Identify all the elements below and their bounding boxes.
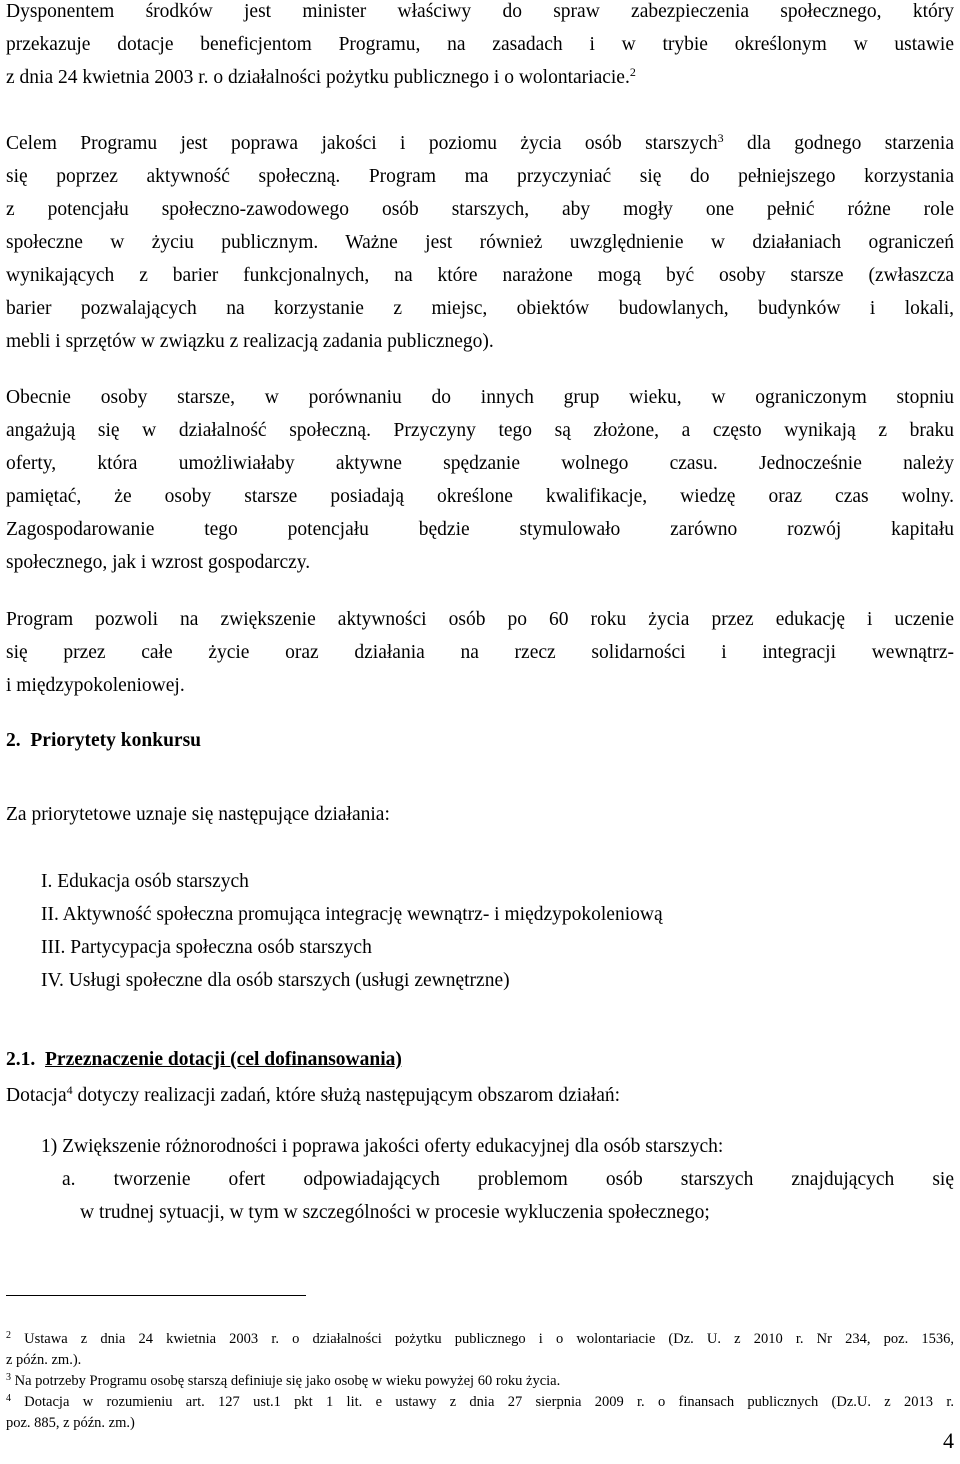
text-span: dla godnego starzenia [723, 133, 954, 154]
footnote-number: 2 [6, 1330, 11, 1341]
text-line: społecznego, jak i wzrost gospodarczy. [6, 552, 311, 573]
page-number: 4 [943, 1428, 954, 1453]
section-2-1-intro [6, 1079, 954, 1112]
footnote-4-cont: poz. 885, z późn. zm.) [6, 1415, 135, 1431]
footnote-2 [6, 1329, 954, 1350]
footnote-ref: 3 [717, 131, 724, 145]
text-line: angażują się w działalność społeczną. Przyczyny tego są złożone, a często wynikają z braku [6, 420, 954, 441]
text-line: Dysponentem środków jest minister właściwy do spraw zabezpieczenia społecznego, który [6, 1, 954, 22]
footnotes [6, 1329, 954, 1434]
text-line: w trudnej sytuacji, w tym w szczególności w procesie wykluczenia społecznego; [80, 1202, 710, 1223]
paragraph-program-pozwoli [6, 603, 954, 702]
section-title: Przeznaczenie dotacji (cel dofinansowania) [45, 1049, 402, 1070]
footnote-text: Na potrzeby Programu osobę starszą definiuje się jako osobę w wieku powyżej 60 roku życia. [11, 1373, 561, 1389]
section-2-heading [6, 724, 954, 757]
section-2-1-heading [6, 1043, 954, 1076]
text-line: i międzypokoleniowej. [6, 675, 185, 696]
list-item: II. Aktywność społeczna promująca integrację wewnątrz- i międzypokoleniową [41, 904, 663, 925]
text-line: wynikających z barier funkcjonalnych, na które narażone mogą być osoby starsze (zwłaszcza [6, 265, 954, 286]
numbered-item: 1) Zwiększenie różnorodności i poprawa jakości oferty edukacyjnej dla osób starszych: [41, 1136, 724, 1157]
text-line: z potencjału społeczno-zawodowego osób starszych, aby mogły one pełnić różne role [6, 199, 954, 220]
text-line: się poprzez aktywność społeczną. Program ma przyczyniać się do pełniejszego korzystania [6, 166, 954, 187]
text-line: pamiętać, że osoby starsze posiadają określone kwalifikacje, wiedzę oraz czas wolny. [6, 486, 954, 507]
list-item: IV. Usługi społeczne dla osób starszych (usługi zewnętrzne) [41, 970, 510, 991]
text-line: a. tworzenie ofert odpowiadających problemom osób starszych znajdujących się [62, 1169, 954, 1190]
footnote-number: 4 [6, 1393, 11, 1404]
text-line: mebli i sprzętów w związku z realizacją zadania publicznego). [6, 331, 494, 352]
text-line: Obecnie osoby starsze, w porównaniu do innych grup wieku, w ograniczonym stopniu [6, 387, 954, 408]
section-title: Priorytety konkursu [30, 730, 201, 751]
text-span: dotyczy realizacji zadań, które służą następującym obszarom działań: [72, 1085, 621, 1106]
text-line [6, 61, 954, 94]
text-line: przekazuje dotacje beneficjentom Programu, na zasadach i w trybie określonym w ustawie [6, 34, 954, 55]
footnote-ref: 4 [66, 1083, 73, 1097]
footnote-3 [6, 1371, 954, 1392]
text-line: oferty, która umożliwiałaby aktywne spędzanie wolnego czasu. Jednocześnie należy [6, 453, 954, 474]
text-line [6, 1079, 954, 1112]
text-line [6, 127, 954, 160]
paragraph-cel-programu [6, 127, 954, 358]
sub-item-a [62, 1163, 954, 1229]
list-item: III. Partycypacja społeczna osób starszych [41, 937, 372, 958]
text-line: społeczne w życiu publicznym. Ważne jest również uwzględnienie w działaniach ograniczeń [6, 232, 954, 253]
text-line: Program pozwoli na zwiększenie aktywności osób po 60 roku życia przez edukację i uczenie [6, 609, 954, 630]
section-number: 2.1. [6, 1049, 36, 1070]
section-number: 2. [6, 730, 21, 751]
footnote-4 [6, 1392, 954, 1413]
text-line: barier pozwalających na korzystanie z miejsc, obiektów budowlanych, budynków i lokali, [6, 298, 954, 319]
footnote-separator [6, 1295, 306, 1296]
footnote-text: Ustawa z dnia 24 kwietnia 2003 r. o działalności pożytku publicznego i o wolontariacie (Dz. U. z 2010 r. Nr 234, poz. 1536, [11, 1331, 954, 1347]
text-line: Za priorytetowe uznaje się następujące działania: [6, 804, 390, 825]
text-span: z dnia 24 kwietnia 2003 r. o działalności pożytku publicznego i o wolontariacie. [6, 67, 630, 88]
section-2-intro [6, 798, 954, 831]
list-item: I. Edukacja osób starszych [41, 871, 249, 892]
footnote-ref: 2 [629, 65, 636, 79]
heading-line [6, 1043, 954, 1076]
footnote-text: Dotacja w rozumieniu art. 127 ust.1 pkt 1 lit. e ustawy z dnia 27 sierpnia 2009 r. o finansach publicznych (Dz.U. z 2013 r. [11, 1394, 954, 1410]
text-span: Dotacja [6, 1085, 67, 1106]
heading-line [6, 724, 954, 757]
paragraph-dysponent [6, 0, 954, 94]
text-span: Celem Programu jest poprawa jakości i poziomu życia osób starszych [6, 133, 718, 154]
text-line: się przez całe życie oraz działania na rzecz solidarności i integracji wewnątrz- [6, 642, 954, 663]
footnote-number: 3 [6, 1372, 11, 1383]
text-line: Zagospodarowanie tego potencjału będzie stymulowało zarówno rozwój kapitału [6, 519, 954, 540]
footnote-2-cont: z późn. zm.). [6, 1352, 82, 1368]
paragraph-obecnie [6, 381, 954, 579]
